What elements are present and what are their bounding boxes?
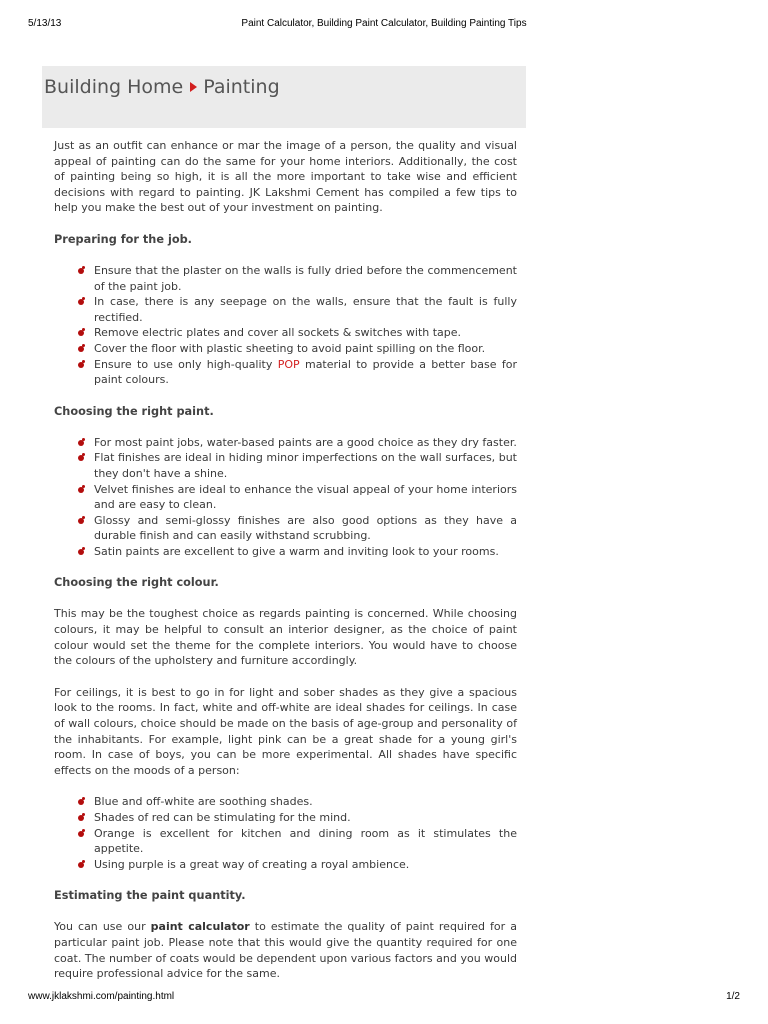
bullet-icon bbox=[78, 268, 84, 274]
bullet-icon bbox=[78, 299, 84, 305]
bullet-icon bbox=[78, 799, 84, 805]
print-document-title: Paint Calculator, Building Paint Calculator, Building Painting Tips bbox=[241, 18, 527, 29]
preparing-list bbox=[54, 263, 517, 388]
colour-list bbox=[54, 794, 517, 872]
list-item: Flat finishes are ideal in hiding minor imperfections on the wall surfaces, but they don't have a shine. bbox=[54, 450, 517, 481]
section-heading-preparing: Preparing for the job. bbox=[54, 232, 192, 246]
list-item: Shades of red can be stimulating for the mind. bbox=[54, 810, 517, 826]
intro-paragraph: Just as an outfit can enhance or mar the image of a person, the quality and visual appeal of painting can do the same for your home interiors. Additionally, the cost of painting being so high, it is all the more important to take wise and efficient decisions with regard to painting. JK Lakshmi Cement has compiled a few tips to help you make the best out of your investment on painting. bbox=[54, 139, 517, 215]
bullet-icon bbox=[78, 815, 84, 821]
print-page-number: 1/2 bbox=[726, 991, 740, 1002]
bullet-icon bbox=[78, 487, 84, 493]
print-header bbox=[28, 18, 740, 32]
list-item: Velvet finishes are ideal to enhance the visual appeal of your home interiors and are easy to clean. bbox=[54, 482, 517, 513]
list-item: Using purple is a great way of creating a royal ambience. bbox=[54, 857, 517, 873]
breadcrumb-home-link[interactable]: Building Home bbox=[44, 76, 184, 98]
paint-list bbox=[54, 435, 517, 560]
list-item: Orange is excellent for kitchen and dining room as it stimulates the appetite. bbox=[54, 826, 517, 857]
list-item: Remove electric plates and cover all sockets & switches with tape. bbox=[54, 325, 517, 341]
colour-paragraph-1: This may be the toughest choice as regards painting is concerned. While choosing colours, it may be helpful to consult an interior designer, as the choice of paint colour would set the theme for the complete interiors. You would have to choose the colours of the upholstery and furniture accordingly. bbox=[54, 607, 517, 668]
breadcrumb-arrow-icon bbox=[190, 82, 197, 92]
breadcrumb-banner bbox=[42, 66, 526, 128]
print-footer bbox=[28, 991, 740, 1005]
pop-link[interactable]: POP bbox=[277, 357, 300, 371]
paint-calculator-link[interactable]: paint calculator bbox=[150, 920, 250, 934]
print-date: 5/13/13 bbox=[28, 18, 62, 29]
section-heading-colour: Choosing the right colour. bbox=[54, 576, 219, 590]
print-url: www.jklakshmi.com/painting.html bbox=[28, 991, 175, 1002]
bullet-icon bbox=[78, 330, 84, 336]
bullet-icon bbox=[78, 440, 84, 446]
list-item: Glossy and semi-glossy finishes are also good options as they have a durable finish and can easily withstand scrubbing. bbox=[54, 513, 517, 544]
list-item: Ensure that the plaster on the walls is fully dried before the commencement of the paint job. bbox=[54, 263, 517, 294]
breadcrumb bbox=[44, 76, 280, 98]
list-item: For most paint jobs, water-based paints are a good choice as they dry faster. bbox=[54, 435, 517, 451]
bullet-icon bbox=[78, 455, 84, 461]
list-item: Blue and off-white are soothing shades. bbox=[54, 794, 517, 810]
section-heading-quantity: Estimating the paint quantity. bbox=[54, 889, 246, 903]
section-heading-paint: Choosing the right paint. bbox=[54, 404, 214, 418]
colour-paragraph-2: For ceilings, it is best to go in for light and sober shades as they give a spacious look to the rooms. In fact, white and off-white are ideal shades for ceilings. In case of wall colours, choice should be made on the basis of age-group and personality of the inhabitants. For example, light pink can be a great shade for a young girl's room. In case of boys, you can be more experimental. All shades have specific effects on the moods of a person: bbox=[54, 685, 517, 777]
quantity-paragraph: You can use our paint calculator to estimate the quality of paint required for a particular paint job. Please note that this would give the quantity required for one coat. The number of coats would be dependent upon various factors and you would require professional advice for the same. bbox=[54, 920, 517, 981]
list-item: In case, there is any seepage on the walls, ensure that the fault is fully rectified. bbox=[54, 294, 517, 325]
breadcrumb-current: Painting bbox=[203, 76, 280, 98]
bullet-icon bbox=[78, 346, 84, 352]
bullet-icon bbox=[78, 831, 84, 837]
list-item: Satin paints are excellent to give a warm and inviting look to your rooms. bbox=[54, 544, 517, 560]
bullet-icon bbox=[78, 362, 84, 368]
bullet-icon bbox=[78, 549, 84, 555]
bullet-icon bbox=[78, 862, 84, 868]
bullet-icon bbox=[78, 518, 84, 524]
list-item: Cover the floor with plastic sheeting to avoid paint spilling on the floor. bbox=[54, 341, 517, 357]
list-item: Ensure to use only high-quality POP material to provide a better base for paint colours. bbox=[54, 357, 517, 388]
article-content bbox=[54, 138, 517, 998]
